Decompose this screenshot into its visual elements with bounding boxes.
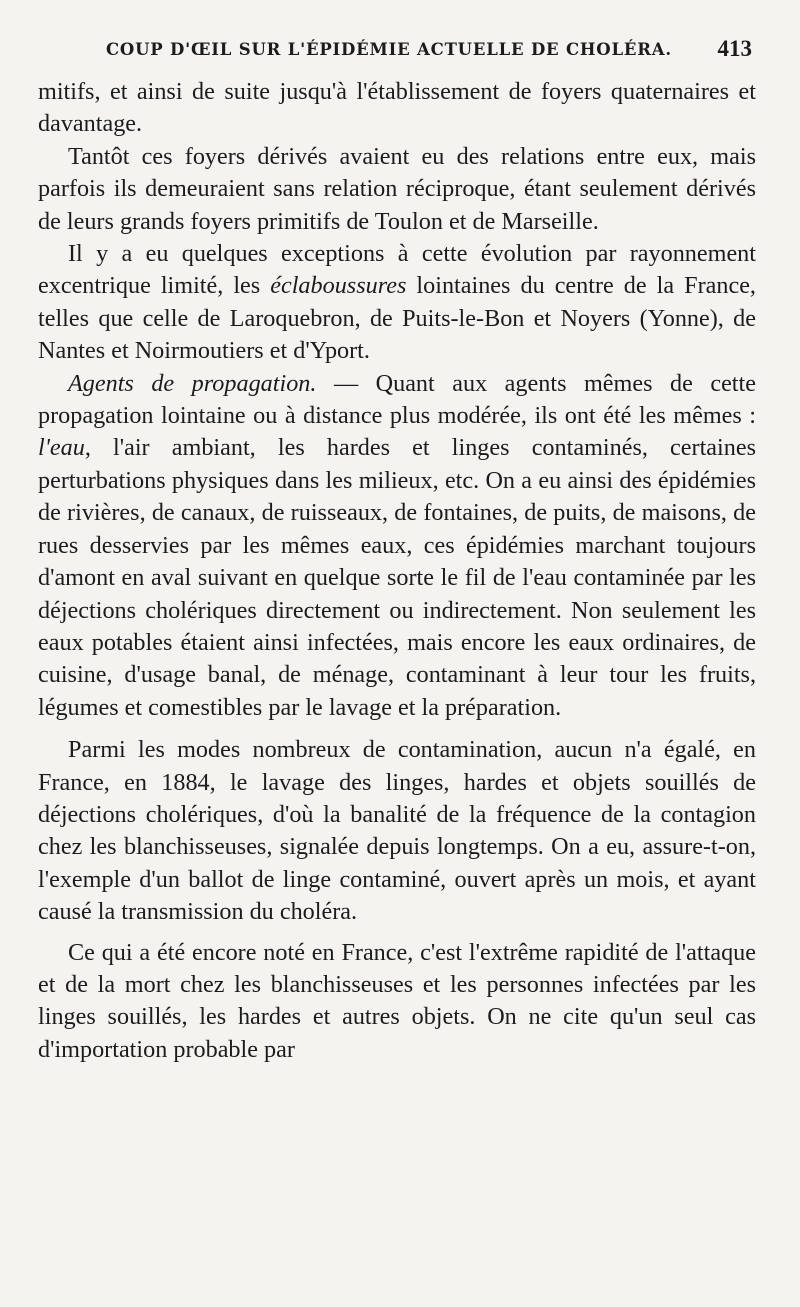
paragraph-4 bbox=[38, 368, 756, 724]
paragraph-3-text-a: Il y a eu quelques exceptions à cette évolution par rayonnement excentrique limité, les bbox=[38, 240, 756, 300]
paragraph-1: mitifs, et ainsi de suite jusqu'à l'établissement de foyers quaternaires et davantage. bbox=[38, 78, 756, 138]
section-lead-heading: Agents de propagation. bbox=[68, 369, 317, 397]
paragraph-3-emphasis: éclaboussures bbox=[270, 272, 407, 300]
page-number: 413 bbox=[717, 36, 752, 61]
page-header bbox=[0, 36, 800, 70]
paragraph-5: Parmi les modes nombreux de contamination, aucun n'a égalé, en France, en 1884, le lavage des linges, hardes et objets souillés de déjections cholériques, d'où la banalité de la fréquence de la contagion chez les blanchisseuses, signalée depuis longtemps. On a eu, assure-t-on, l'exemple d'un ballot de linge contaminé, ouvert après un mois, et ayant causé la transmission du choléra. bbox=[38, 736, 756, 926]
paragraph-4-emphasis: l'eau bbox=[38, 434, 85, 462]
paragraph-3-text-b: lointaines du centre de la France, telles que celle de Laroquebron, de Puits-le-Bon et Noyers (Yonne), de Nantes et Noirmoutiers et d'Yport. bbox=[38, 272, 756, 365]
paragraph-3 bbox=[38, 238, 756, 368]
running-head: COUP D'ŒIL SUR L'ÉPIDÉMIE ACTUELLE DE CHOLÉRA. bbox=[106, 40, 672, 59]
paragraph-4-text-a: — Quant aux agents mêmes de cette propagation lointaine ou à distance plus modérée, ils ont été les mêmes : bbox=[38, 369, 756, 430]
paragraph-4-text-b: , l'air ambiant, les hardes et linges contaminés, certaines perturbations physiques dans les milieux, etc. On a eu ainsi des épidémies de rivières, de canaux, de ruisseaux, de fontaines, de puits, de maisons, de rues desservies par les mêmes eaux, ces épidémies marchant toujours d'amont en aval suivant en quelque sorte le fil de l'eau contaminée par les déjections cholériques directement ou indirectement. Non seulement les eaux potables étaient ainsi infectées, mais encore les eaux ordinaires, de cuisine, d'usage banal, de ménage, contaminant à leur tour les fruits, légumes et comestibles par le lavage et la préparation. bbox=[38, 434, 756, 721]
paragraph-2: Tantôt ces foyers dérivés avaient eu des relations entre eux, mais parfois ils demeuraient sans relation réciproque, étant seulement dérivés de leurs grands foyers primitifs de Toulon et de Marseille. bbox=[38, 142, 756, 235]
body-text bbox=[38, 76, 756, 1066]
paragraph-6: Ce qui a été encore noté en France, c'est l'extrême rapidité de l'attaque et de la mort chez les blanchisseuses et les personnes infectées par les linges souillés, les hardes et autres objets. On ne cite qu'un seul cas d'importation probable par bbox=[38, 938, 756, 1063]
